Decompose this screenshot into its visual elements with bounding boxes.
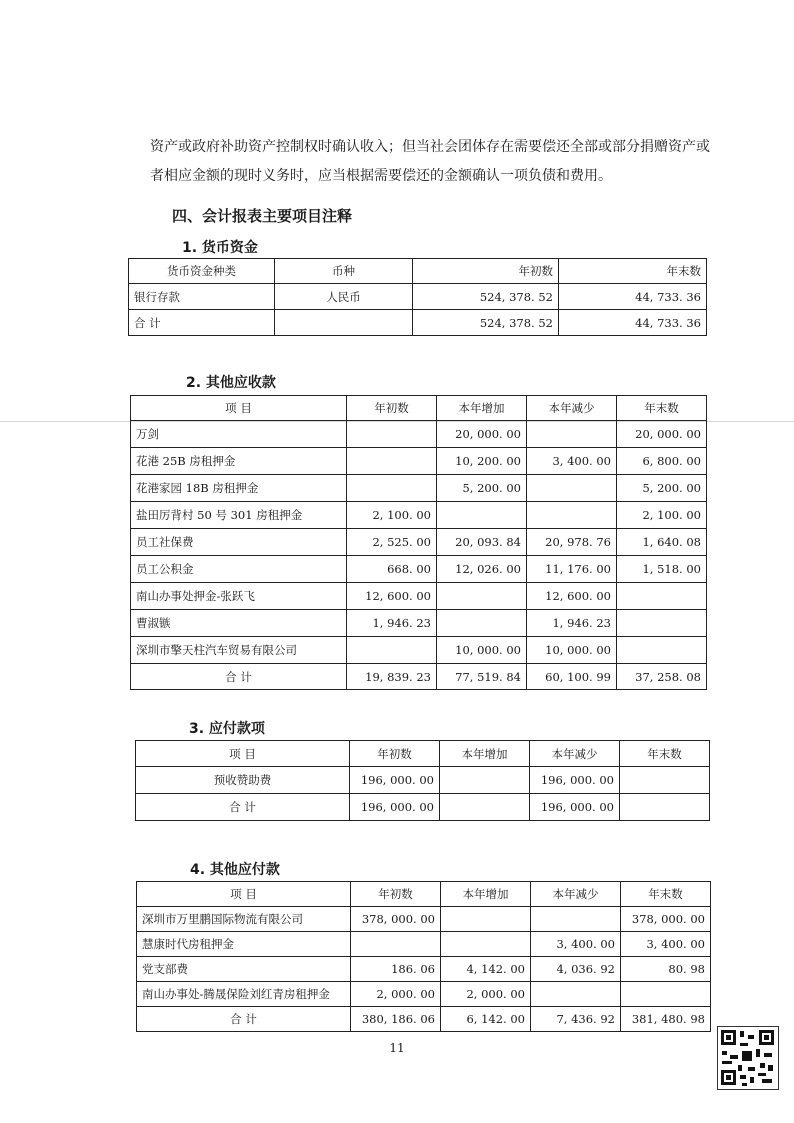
table-cell: 44, 733. 36 [559,284,707,310]
header-cell: 本年增加 [437,396,527,421]
table-cell: 2, 000. 00 [351,982,441,1007]
header-cell: 年末数 [620,741,710,767]
table-cell: 曹淑镞 [131,610,347,637]
table-cell: 2, 000. 00 [441,982,531,1007]
table-row [131,475,707,502]
table-cell [437,502,527,529]
table-row [136,767,710,794]
table-cell [441,932,531,957]
table-cell [531,982,621,1007]
table-cell: 3, 400. 00 [621,932,711,957]
table-cell: 19, 839. 23 [347,664,437,690]
table-cell: 1, 640. 08 [617,529,707,556]
intro-line-1: 资产或政府补助资产控制权时确认收入；但当社会团体存在需要偿还全部或部分捐赠资产或 [150,139,710,155]
table-cell: 37, 258. 08 [617,664,707,690]
table-total-row [137,1007,711,1032]
table-cell: 20, 978. 76 [527,529,617,556]
table-cell: 378, 000. 00 [351,907,441,932]
table-payables [135,740,710,821]
table-row [131,529,707,556]
table-title-payables: 3. 应付款项 [189,721,265,737]
table-cell: 深圳市擎天柱汽车贸易有限公司 [131,637,347,664]
table-cell: 380, 186. 06 [351,1007,441,1032]
table-cell: 南山办事处-腾晟保险刘红青房租押金 [137,982,351,1007]
table-cell [441,907,531,932]
table-cell: 12, 600. 00 [347,583,437,610]
table-row [129,284,707,310]
table-cell [617,583,707,610]
table-cell: 1, 946. 23 [347,610,437,637]
table-row [137,982,711,1007]
table-cell: 党支部费 [137,957,351,982]
table-cell: 预收赞助费 [136,767,350,794]
table-other-receivables [130,395,707,690]
table-cell: 合 计 [131,664,347,690]
table-cell: 7, 436. 92 [531,1007,621,1032]
table-cell: 员工公积金 [131,556,347,583]
header-cell: 币种 [275,259,413,284]
header-cell: 年初数 [351,882,441,907]
table-cell: 花港家园 18B 房租押金 [131,475,347,502]
header-cell: 年初数 [413,259,559,284]
table-cell: 20, 000. 00 [437,421,527,448]
table-cell: 4, 036. 92 [531,957,621,982]
table-cell: 3, 400. 00 [527,448,617,475]
header-cell: 本年减少 [531,882,621,907]
table-row [137,932,711,957]
header-cell: 项 目 [136,741,350,767]
header-cell: 年初数 [350,741,440,767]
header-cell: 本年增加 [441,882,531,907]
table-cell: 381, 480. 98 [621,1007,711,1032]
table-cell: 11, 176. 00 [527,556,617,583]
table-row [131,556,707,583]
header-cell: 项 目 [131,396,347,421]
header-cell: 本年减少 [527,396,617,421]
table-cell: 196, 000. 00 [530,794,620,821]
table-cell: 524, 378. 52 [413,310,559,336]
table-cell: 合 计 [136,794,350,821]
table-row [131,502,707,529]
table-cell: 20, 093. 84 [437,529,527,556]
table-cell: 77, 519. 84 [437,664,527,690]
table-cell [275,310,413,336]
table-row [137,957,711,982]
table-cell: 慧康时代房租押金 [137,932,351,957]
table-cell: 10, 000. 00 [437,637,527,664]
table-cell [620,767,710,794]
header-cell: 年初数 [347,396,437,421]
table-total-row [136,794,710,821]
table-cell: 1, 518. 00 [617,556,707,583]
table-row [131,637,707,664]
table-cell [440,794,530,821]
table-cell: 万剑 [131,421,347,448]
table-row [131,448,707,475]
table-title-other-payables: 4. 其他应付款 [190,862,280,878]
table-cell [437,610,527,637]
table-cell: 20, 000. 00 [617,421,707,448]
table-header-row [129,259,707,284]
page-number: 11 [389,1041,405,1055]
table-cell: 668. 00 [347,556,437,583]
table-cell [347,448,437,475]
table-total-row [131,664,707,690]
header-cell: 年末数 [559,259,707,284]
table-cell: 花港 25B 房租押金 [131,448,347,475]
table-row [131,610,707,637]
table-cell: 6, 142. 00 [441,1007,531,1032]
header-cell: 货币资金种类 [129,259,275,284]
table-header-row [131,396,707,421]
table-cell [531,907,621,932]
table-cell [617,637,707,664]
table-cell: 196, 000. 00 [350,794,440,821]
table-cell: 5, 200. 00 [617,475,707,502]
table-title-other-receivables: 2. 其他应收款 [186,375,276,391]
table-other-payables [136,881,711,1032]
table-cell [351,932,441,957]
table-cell: 4, 142. 00 [441,957,531,982]
header-cell: 本年减少 [530,741,620,767]
header-cell: 项 目 [137,882,351,907]
table-cell: 196, 000. 00 [530,767,620,794]
table-row [131,421,707,448]
table-cell: 10, 000. 00 [527,637,617,664]
table-cell [617,610,707,637]
table-cell: 10, 200. 00 [437,448,527,475]
table-cell [347,637,437,664]
table-cell: 员工社保费 [131,529,347,556]
table-cell: 深圳市万里鹏国际物流有限公司 [137,907,351,932]
table-cell: 合 计 [129,310,275,336]
header-cell: 年末数 [621,882,711,907]
table-title-cash: 1. 货币资金 [182,240,258,256]
table-cell: 2, 100. 00 [347,502,437,529]
table-header-row [136,741,710,767]
table-cell: 5, 200. 00 [437,475,527,502]
table-cell: 银行存款 [129,284,275,310]
table-cell: 人民币 [275,284,413,310]
table-cell: 60, 100. 99 [527,664,617,690]
table-header-row [137,882,711,907]
section-title: 四、会计报表主要项目注释 [172,207,353,225]
table-cell: 盐田厉背村 50 号 301 房租押金 [131,502,347,529]
table-cell: 196, 000. 00 [350,767,440,794]
table-cell [347,475,437,502]
header-cell: 年末数 [617,396,707,421]
table-cell: 合 计 [137,1007,351,1032]
table-cell [437,583,527,610]
table-cell: 南山办事处押金-张跃飞 [131,583,347,610]
table-cell [527,502,617,529]
qr-code-icon [717,1026,779,1090]
table-cash [128,258,707,336]
table-cell [527,475,617,502]
table-cell: 80. 98 [621,957,711,982]
table-cell: 2, 525. 00 [347,529,437,556]
table-cell [621,982,711,1007]
table-cell: 44, 733. 36 [559,310,707,336]
table-cell [440,767,530,794]
table-cell: 186. 06 [351,957,441,982]
header-cell: 本年增加 [440,741,530,767]
table-cell: 6, 800. 00 [617,448,707,475]
table-cell: 3, 400. 00 [531,932,621,957]
table-row [137,907,711,932]
table-cell: 2, 100. 00 [617,502,707,529]
table-cell: 1, 946. 23 [527,610,617,637]
table-total-row [129,310,707,336]
table-cell [620,794,710,821]
table-cell [347,421,437,448]
intro-line-2: 者相应金额的现时义务时，应当根据需要偿还的金额确认一项负债和费用。 [150,168,612,184]
table-cell [527,421,617,448]
table-cell: 378, 000. 00 [621,907,711,932]
table-cell: 524, 378. 52 [413,284,559,310]
table-row [131,583,707,610]
table-cell: 12, 600. 00 [527,583,617,610]
table-cell: 12, 026. 00 [437,556,527,583]
